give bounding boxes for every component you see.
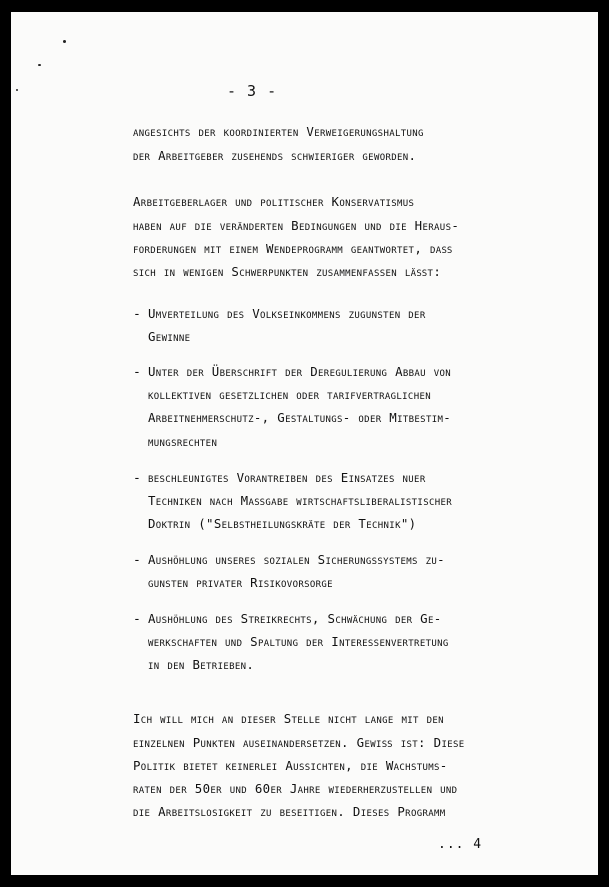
text-line: Politik bietet keinerlei Aussichten, die Wachstums-	[133, 758, 448, 773]
bullet-text-line: Gewinne	[148, 329, 191, 344]
continuation-marker: ... 4	[438, 837, 483, 852]
bullet-text-line: Techniken nach Maßgabe wirtschaftsliberalistischer	[148, 493, 453, 508]
scan-speck	[16, 89, 18, 91]
scan-speck	[38, 64, 41, 66]
page-number: - 3 -	[227, 82, 278, 100]
bullet-marker: -	[133, 307, 141, 322]
text-line: die Arbeitslosigkeit zu beseitigen. Dieses Programm	[133, 804, 446, 819]
text-line: angesichts der koordinierten Verweigerungshaltung	[133, 124, 424, 139]
bullet-text-line: kollektiven gesetzlichen oder tarifvertraglichen	[148, 387, 432, 402]
text-line: der Arbeitgeber zusehends schwieriger geworden.	[133, 148, 417, 163]
scan-speck	[63, 40, 66, 43]
bullet-text-line: Umverteilung des Volkseinkommens zugunsten der	[148, 306, 426, 321]
bullet-marker: -	[133, 365, 141, 380]
bullet-text-line: Aushöhlung unseres sozialen Sicherungssystems zu-	[148, 552, 445, 567]
bullet-marker: -	[133, 471, 141, 486]
text-line: sich in wenigen Schwerpunkten zusammenfassen läßt:	[133, 264, 442, 279]
bullet-marker: -	[133, 612, 141, 627]
text-line: Ich will mich an dieser Stelle nicht lange mit den	[133, 711, 444, 726]
bullet-text-line: Doktrin ("Selbstheilungskräte der Technik")	[148, 516, 417, 531]
bullet-text-line: in den Betrieben.	[148, 657, 255, 672]
bullet-marker: -	[133, 553, 141, 568]
bullet-text-line: werkschaften und Spaltung der Interessenvertretung	[148, 634, 449, 649]
text-line: Arbeitgeberlager und politischer Konservatismus	[133, 194, 415, 209]
bullet-text-line: Unter der Überschrift der Deregulierung Abbau von	[148, 364, 452, 379]
bullet-text-line: gunsten privater Risikovorsorge	[148, 575, 333, 590]
bullet-text-line: Arbeitnehmerschutz-, Gestaltungs- oder Mitbestim-	[148, 410, 452, 425]
text-line: forderungen mit einem Wendeprogramm geantwortet, daß	[133, 241, 453, 256]
bullet-text-line: Aushöhlung des Streikrechts, Schwächung der Ge-	[148, 611, 442, 626]
bullet-text-line: mungsrechten	[148, 434, 218, 449]
text-line: raten der 50er und 60er Jahre wiederherzustellen und	[133, 781, 458, 796]
text-line: haben auf die veränderten Bedingungen und die Heraus-	[133, 218, 460, 233]
document-page	[11, 12, 598, 875]
bullet-text-line: beschleunigtes Vorantreiben des Einsatzes nuer	[148, 470, 426, 485]
text-line: einzelnen Punkten auseinandersetzen. Gewiß ist: Diese	[133, 735, 465, 750]
